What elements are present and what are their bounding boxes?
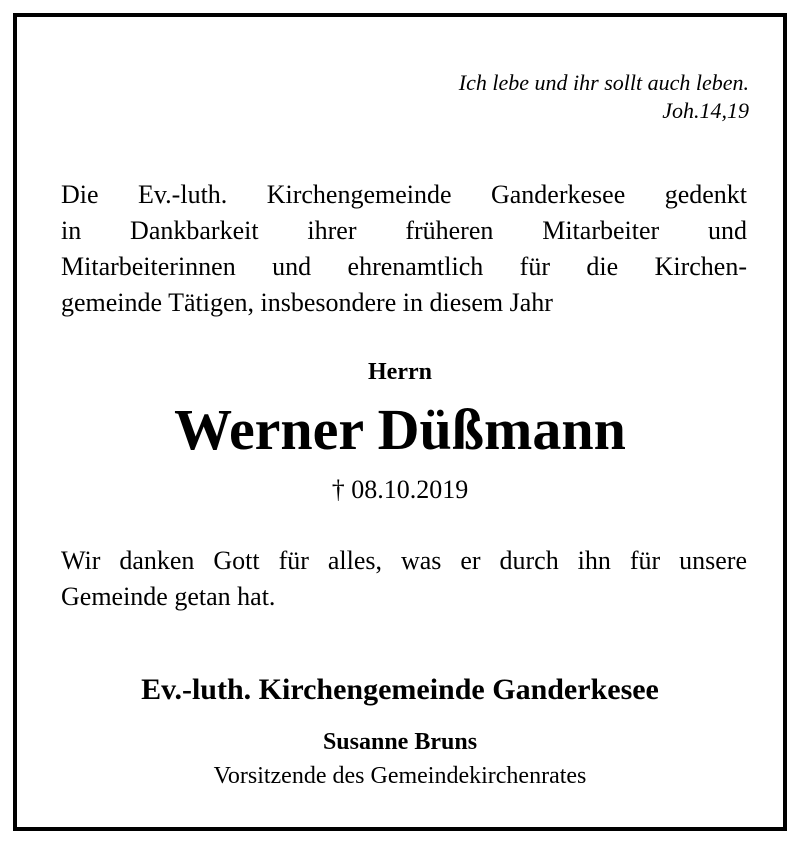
death-date: † 08.10.2019	[331, 475, 469, 504]
intro-line: Mitarbeiterinnen und ehrenamtlich für die Kirchen-	[61, 252, 747, 281]
bible-verse	[459, 69, 749, 125]
intro-paragraph	[61, 177, 747, 321]
obituary-notice	[13, 13, 787, 831]
thanks-line: Gemeinde getan hat.	[61, 582, 276, 611]
intro-line: in Dankbarkeit ihrer früheren Mitarbeiter und	[61, 216, 747, 245]
thanks-line: Wir danken Gott für alles, was er durch ihn für unsere	[61, 546, 747, 575]
organization-name: Ev.-luth. Kirchengemeinde Ganderkesee	[141, 673, 659, 706]
thanks-paragraph	[61, 543, 747, 615]
verse-text: Ich lebe und ihr sollt auch leben.	[458, 70, 749, 95]
signer-name: Susanne Bruns	[322, 729, 478, 755]
salutation: Herrn	[368, 359, 432, 385]
intro-line: Die Ev.-luth. Kirchengemeinde Ganderkesee gedenkt	[61, 180, 747, 209]
signer-role: Vorsitzende des Gemeindekirchenrates	[213, 763, 587, 789]
verse-reference: Joh.14,19	[662, 98, 749, 123]
deceased-name: Werner Düßmann	[174, 397, 626, 462]
intro-line: gemeinde Tätigen, insbesondere in diesem Jahr	[61, 288, 553, 317]
